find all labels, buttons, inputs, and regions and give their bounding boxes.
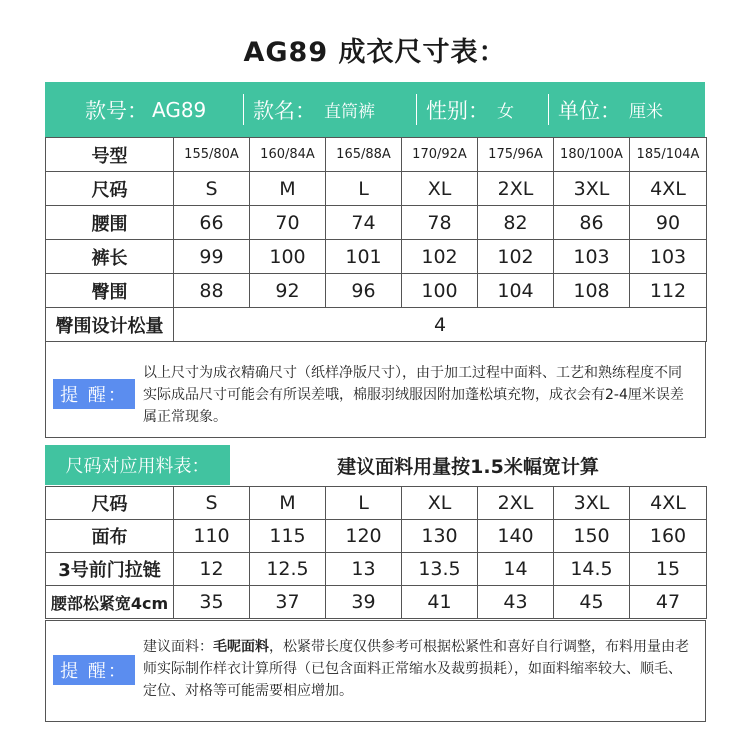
reminder-tag: 提 醒： bbox=[53, 379, 135, 409]
fabric-table bbox=[45, 486, 707, 619]
row-header: 腰围 bbox=[46, 206, 174, 240]
table-cell: 12.5 bbox=[250, 553, 326, 586]
table-row bbox=[46, 487, 707, 520]
table-cell: 74 bbox=[326, 206, 402, 240]
table-cell: L bbox=[326, 487, 402, 520]
table-cell: 155/80A bbox=[174, 138, 250, 172]
style-name-label: 款名： bbox=[253, 98, 316, 123]
row-header: 号型 bbox=[46, 138, 174, 172]
table-cell: 96 bbox=[326, 274, 402, 308]
table-cell: 45 bbox=[554, 586, 630, 619]
table-cell: 13.5 bbox=[402, 553, 478, 586]
reminder-box bbox=[45, 341, 706, 438]
unit-cell bbox=[548, 82, 705, 137]
header-divider bbox=[243, 94, 244, 125]
style-no-cell bbox=[45, 82, 243, 137]
reminder-tag: 提 醒： bbox=[53, 655, 135, 685]
table-cell: 100 bbox=[402, 274, 478, 308]
table-cell: S bbox=[174, 172, 250, 206]
reminder-text bbox=[143, 636, 693, 702]
fabric-section-header bbox=[45, 445, 706, 485]
table-cell: 78 bbox=[402, 206, 478, 240]
table-cell: 102 bbox=[402, 240, 478, 274]
table-cell: 14 bbox=[478, 553, 554, 586]
reminder-text-body: ，松紧带长度仅供参考可根据松紧性和喜好自行调整，布料用量由老师实际制作样衣计算所得（已包含面料正常缩水及裁剪损耗），如面料缩率较大、顺毛、定位、对格等可能需要相应增加。 bbox=[143, 639, 689, 699]
table-cell: L bbox=[326, 172, 402, 206]
table-cell: 112 bbox=[630, 274, 707, 308]
table-cell: 4 bbox=[174, 308, 707, 342]
row-header: 臀围设计松量 bbox=[46, 308, 174, 342]
table-cell: 103 bbox=[630, 240, 707, 274]
table-cell: 150 bbox=[554, 520, 630, 553]
table-cell: 47 bbox=[630, 586, 707, 619]
table-cell: 175/96A bbox=[478, 138, 554, 172]
table-cell: 12 bbox=[174, 553, 250, 586]
table-cell: 120 bbox=[326, 520, 402, 553]
table-cell: 70 bbox=[250, 206, 326, 240]
page-title: AG89 成衣尺寸表： bbox=[243, 37, 507, 68]
table-cell: 99 bbox=[174, 240, 250, 274]
table-cell: 86 bbox=[554, 206, 630, 240]
table-cell: 104 bbox=[478, 274, 554, 308]
table-cell: 14.5 bbox=[554, 553, 630, 586]
table-row bbox=[46, 553, 707, 586]
table-cell: 15 bbox=[630, 553, 707, 586]
table-cell: 110 bbox=[174, 520, 250, 553]
table-cell: 88 bbox=[174, 274, 250, 308]
reminder-text: 以上尺寸为成衣精确尺寸（纸样净版尺寸），由于加工过程中面料、工艺和熟练程度不同实际成品尺寸可能会有所误差哦，棉服羽绒服因附加蓬松填充物，成衣会有2-4厘米误差属正常现象。 bbox=[143, 365, 684, 425]
row-header: 3号前门拉链 bbox=[46, 553, 174, 586]
table-cell: 3XL bbox=[554, 487, 630, 520]
row-header: 腰部松紧宽4cm bbox=[46, 586, 174, 619]
table-cell: 160 bbox=[630, 520, 707, 553]
reminder-text-prefix: 建议面料： bbox=[143, 639, 213, 655]
table-cell: 35 bbox=[174, 586, 250, 619]
table-cell: 92 bbox=[250, 274, 326, 308]
table-cell: M bbox=[250, 172, 326, 206]
header-divider bbox=[548, 94, 549, 125]
row-header: 臀围 bbox=[46, 274, 174, 308]
unit-label: 单位： bbox=[558, 98, 621, 123]
table-cell: 2XL bbox=[478, 487, 554, 520]
table-cell: 170/92A bbox=[402, 138, 478, 172]
table-cell: 4XL bbox=[630, 172, 707, 206]
table-cell: S bbox=[174, 487, 250, 520]
table-cell: 165/88A bbox=[326, 138, 402, 172]
table-cell: 108 bbox=[554, 274, 630, 308]
table-cell: 4XL bbox=[630, 487, 707, 520]
table-cell: 13 bbox=[326, 553, 402, 586]
table-row bbox=[46, 274, 707, 308]
row-header: 裤长 bbox=[46, 240, 174, 274]
style-no-label: 款号： bbox=[85, 98, 148, 123]
table-cell: 82 bbox=[478, 206, 554, 240]
table-cell: 130 bbox=[402, 520, 478, 553]
table-cell: 140 bbox=[478, 520, 554, 553]
gender-label: 性别： bbox=[426, 98, 489, 123]
gender-value: 女 bbox=[497, 102, 514, 122]
gender-cell bbox=[416, 82, 548, 137]
reminder-box bbox=[45, 620, 706, 722]
table-cell: 39 bbox=[326, 586, 402, 619]
table-cell: M bbox=[250, 487, 326, 520]
table-cell: 100 bbox=[250, 240, 326, 274]
table-cell: 41 bbox=[402, 586, 478, 619]
table-row bbox=[46, 206, 707, 240]
style-no-value: AG89 bbox=[152, 97, 207, 122]
table-cell: 66 bbox=[174, 206, 250, 240]
table-cell: 102 bbox=[478, 240, 554, 274]
fabric-section-caption: 建议面料用量按1.5米幅宽计算 bbox=[337, 455, 599, 478]
product-info-bar bbox=[45, 82, 705, 137]
table-cell: 160/84A bbox=[250, 138, 326, 172]
size-table bbox=[45, 137, 707, 342]
table-cell: 115 bbox=[250, 520, 326, 553]
table-row bbox=[46, 138, 707, 172]
style-name-cell bbox=[243, 82, 416, 137]
table-cell: 90 bbox=[630, 206, 707, 240]
row-header: 尺码 bbox=[46, 172, 174, 206]
header-divider bbox=[416, 94, 417, 125]
table-cell: 37 bbox=[250, 586, 326, 619]
table-row bbox=[46, 520, 707, 553]
table-row bbox=[46, 240, 707, 274]
table-cell: 2XL bbox=[478, 172, 554, 206]
row-header: 面布 bbox=[46, 520, 174, 553]
table-cell: 103 bbox=[554, 240, 630, 274]
table-cell: 185/104A bbox=[630, 138, 707, 172]
table-cell: 180/100A bbox=[554, 138, 630, 172]
table-row bbox=[46, 586, 707, 619]
table-cell: 3XL bbox=[554, 172, 630, 206]
unit-value: 厘米 bbox=[629, 102, 663, 122]
table-row bbox=[46, 172, 707, 206]
table-cell: 43 bbox=[478, 586, 554, 619]
reminder-fabric-name: 毛呢面料 bbox=[213, 639, 269, 655]
fabric-section-tag: 尺码对应用料表： bbox=[45, 445, 230, 485]
style-name-value: 直筒裤 bbox=[324, 102, 375, 122]
table-cell: XL bbox=[402, 172, 478, 206]
table-row bbox=[46, 308, 707, 342]
table-cell: XL bbox=[402, 487, 478, 520]
row-header: 尺码 bbox=[46, 487, 174, 520]
table-cell: 101 bbox=[326, 240, 402, 274]
